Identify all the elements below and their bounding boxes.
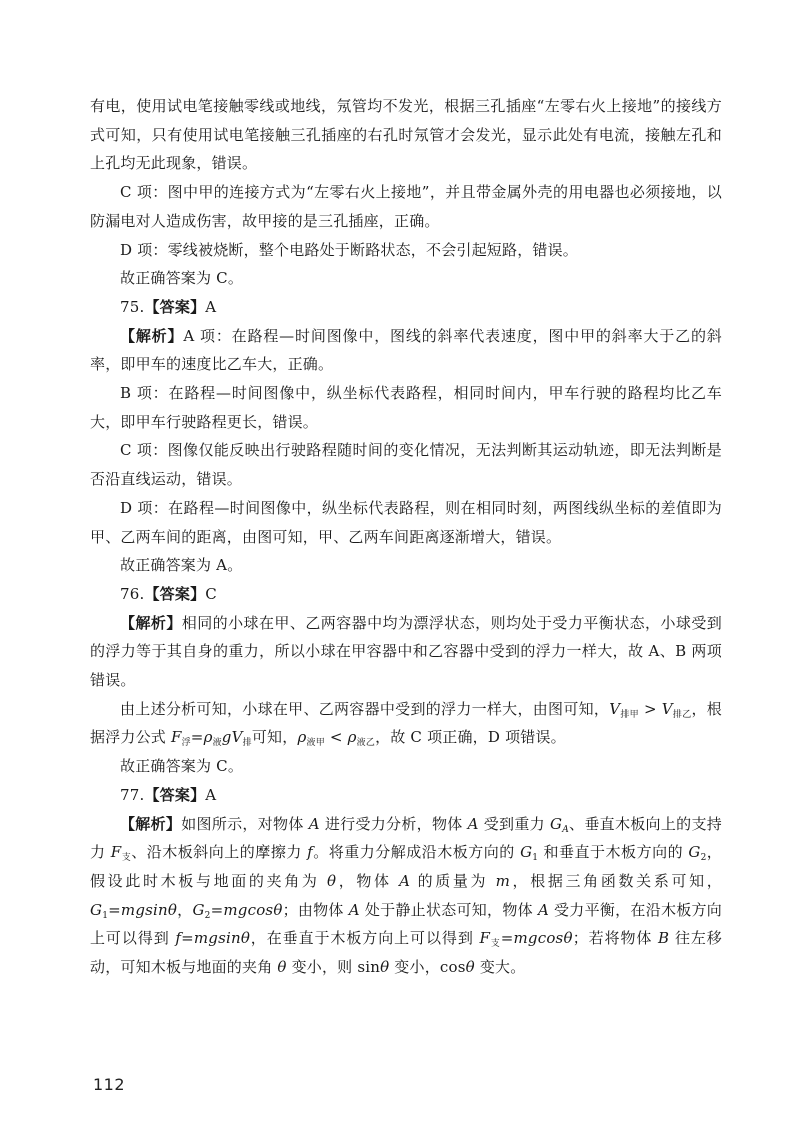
answer-value: A xyxy=(205,785,217,804)
paragraph-option-c: C 项：图像仅能反映出行驶路程随时间的变化情况，无法判断其运动轨迹，即无法判断是否沿直线运动，错误。 xyxy=(90,441,722,489)
equation: =mgsinθ xyxy=(108,900,178,919)
variable-a: A xyxy=(308,814,320,833)
answer-tag: 【答案】 xyxy=(144,297,206,316)
page-number: 112 xyxy=(93,1075,126,1094)
variable-f: F xyxy=(479,929,491,948)
subscript: 支 xyxy=(121,853,132,864)
paragraph-continuation: 有电，使用试电笔接触零线或地线，氖管均不发光，根据三孔插座“左零右火上接地”的接线方式可知，只有使用试电笔接触三孔插座的右孔时氖管才会发光，显示此处有电流，接触左孔和上孔均无此现象，错误。 xyxy=(90,97,722,173)
paragraph-option-d: D 项：零线被烧断，整个电路处于断路状态，不会引起短路，错误。 xyxy=(120,240,578,259)
text-run: ， xyxy=(177,900,193,919)
page-content xyxy=(90,92,722,982)
analysis-text: 相同的小球在甲、乙两容器中均为漂浮状态，则均处于受力平衡状态，小球受到的浮力等于其自身的重力，所以小球在甲容器中和乙容器中受到的浮力一样大，故 A、B 两项错误。 xyxy=(90,613,722,690)
text-run: 如图所示，对物体 xyxy=(181,814,309,833)
text-run: ；由物体 xyxy=(282,900,349,919)
text-run: ；若将物体 xyxy=(572,929,659,948)
subscript: A xyxy=(562,824,569,835)
text-run: 受到重力 xyxy=(478,814,551,833)
variable-v: V xyxy=(661,699,673,718)
text-run: 处于静止状态可知，物体 xyxy=(359,900,538,919)
text-run: 可知， xyxy=(251,728,298,747)
subscript: 1 xyxy=(532,853,539,864)
answer-value: A xyxy=(205,297,217,316)
text-run: ，物体 xyxy=(336,871,400,890)
subscript: 浮 xyxy=(181,738,191,749)
text-run: ，故 C 项正确，D 项错误。 xyxy=(375,728,566,747)
variable-v: V xyxy=(231,728,243,747)
analysis-tag: 【解析】 xyxy=(120,326,184,345)
text-run: 变小，cos xyxy=(389,958,466,977)
variable-theta: θ xyxy=(277,958,287,977)
paragraph-correct-answer: 故正确答案为 C。 xyxy=(120,269,244,288)
variable-b: B xyxy=(658,929,670,948)
subscript: 排乙 xyxy=(672,709,692,720)
equation: =mgcosθ xyxy=(500,929,573,948)
text-run: 的质量为 xyxy=(410,871,496,890)
text-run: 、垂直木板向上的支持力 xyxy=(90,814,722,862)
answer-tag: 【答案】 xyxy=(144,584,206,603)
subscript: 排甲 xyxy=(620,709,639,720)
text-run: 受力平衡，在沿木板方向上可以得到 xyxy=(90,900,723,948)
subscript: 排 xyxy=(242,738,252,749)
paragraph-analysis xyxy=(90,322,722,379)
variable-f: F xyxy=(170,728,182,747)
variable-g: G xyxy=(688,843,701,862)
paragraph-buoyancy-formula xyxy=(90,695,722,752)
answer-tag: 【答案】 xyxy=(144,785,206,804)
paragraph-correct-answer: 故正确答案为 C。 xyxy=(120,757,244,776)
question-75-answer-line xyxy=(90,293,722,322)
operator: > xyxy=(638,699,662,718)
equation: f=mgsinθ xyxy=(175,929,251,948)
subscript: 液乙 xyxy=(356,738,376,749)
paragraph-option-b: B 项：在路程—时间图像中，纵坐标代表路程，相同时间内，甲车行驶的路程均比乙车大，即甲车行驶路程更长，错误。 xyxy=(90,384,722,431)
variable-rho: ρ xyxy=(297,728,307,747)
variable-theta: θ xyxy=(465,958,475,977)
variable-m: m xyxy=(495,871,511,890)
answer-value: C xyxy=(205,584,217,603)
variable-theta: θ xyxy=(327,871,337,890)
variable-g: G xyxy=(90,900,103,919)
variable-a: A xyxy=(399,871,411,890)
equation: =mgcosθ xyxy=(210,900,283,919)
variable-g: G xyxy=(520,843,533,862)
question-number: 75. xyxy=(120,297,145,316)
paragraph-analysis xyxy=(90,609,722,695)
text-run: ，在垂直于木板方向上可以得到 xyxy=(250,929,480,948)
subscript: 液 xyxy=(212,738,222,749)
text-run: ，根据三角函数关系可知， xyxy=(510,871,722,890)
subscript: 2 xyxy=(204,910,211,921)
variable-a: A xyxy=(467,814,479,833)
variable-g: g xyxy=(221,728,232,747)
paragraph-force-analysis xyxy=(90,810,722,982)
variable-f-friction: f xyxy=(307,843,313,862)
paragraph-option-c: C 项：图中甲的连接方式为“左零右火上接地”，并且带金属外壳的用电器也必须接地，以防漏电对人造成伤害，故甲接的是三孔插座，正确。 xyxy=(90,183,722,230)
paragraph-correct-answer: 故正确答案为 A。 xyxy=(120,556,243,575)
analysis-tag: 【解析】 xyxy=(120,814,182,833)
operator: = xyxy=(190,728,204,747)
variable-f: F xyxy=(110,843,122,862)
subscript: 1 xyxy=(102,910,109,921)
paragraph-option-d: D 项：在路程—时间图像中，纵坐标代表路程，则在相同时刻，两图线纵坐标的差值即为甲、乙两车间的距离，由图可知，甲、乙两车间距离逐渐增大，错误。 xyxy=(90,498,722,546)
variable-a: A xyxy=(537,900,549,919)
text-run: 和垂直于木板方向的 xyxy=(538,843,689,862)
subscript: 支 xyxy=(490,939,501,950)
variable-g: G xyxy=(192,900,205,919)
text-run: 由上述分析可知，小球在甲、乙两容器中受到的浮力一样大，由图可知， xyxy=(120,699,610,718)
question-number: 76. xyxy=(120,584,145,603)
variable-rho: ρ xyxy=(203,728,213,747)
operator: < xyxy=(324,728,348,747)
text-run: ，假设此时木板与地面的夹角为 xyxy=(90,843,723,890)
text-run: 变小，则 sin xyxy=(286,958,381,977)
subscript: 2 xyxy=(700,853,707,864)
question-76-answer-line xyxy=(90,580,722,609)
analysis-text: A 项：在路程—时间图像中，图线的斜率代表速度，图中甲的斜率大于乙的斜率，即甲车的速度比乙车大，正确。 xyxy=(90,326,722,374)
text-run: 进行受力分析，物体 xyxy=(319,814,468,833)
variable-v: V xyxy=(609,699,621,718)
text-run: 变大。 xyxy=(474,958,526,977)
question-number: 77. xyxy=(120,785,145,804)
text-run: 、沿木板斜向上的摩擦力 xyxy=(131,843,308,862)
text-run: ，根据浮力公式 xyxy=(90,699,723,747)
variable-a: A xyxy=(348,900,360,919)
question-77-answer-line xyxy=(90,781,722,810)
variable-rho: ρ xyxy=(347,728,357,747)
variable-g: G xyxy=(550,814,563,833)
subscript: 液甲 xyxy=(306,738,325,749)
text-run: 往左移动，可知木板与地面的夹角 xyxy=(90,929,722,977)
variable-theta: θ xyxy=(380,958,390,977)
analysis-tag: 【解析】 xyxy=(120,613,182,632)
text-run: 。将重力分解成沿木板方向的 xyxy=(312,843,521,862)
